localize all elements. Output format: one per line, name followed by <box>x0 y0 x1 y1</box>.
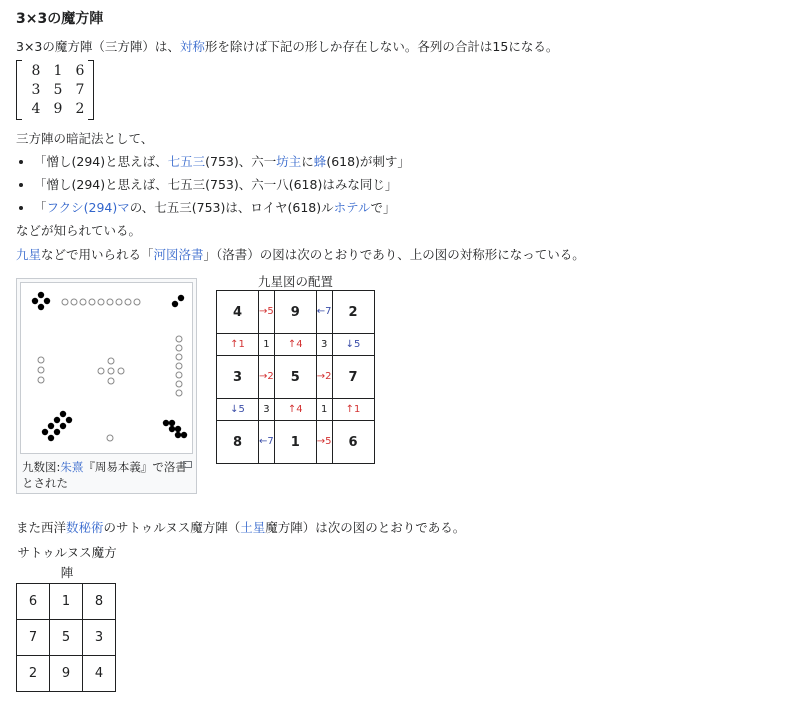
kyusei-arrow-cell: ↑4 <box>274 399 316 421</box>
kahen-paragraph: 九星などで用いられる「河図洛書」（洛書）の図は次のとおりであり、上の図の対称形になっている。 <box>16 247 585 262</box>
kyusei-cell: 4 <box>217 291 259 334</box>
kyusei-cell: 6 <box>332 421 374 464</box>
list-item: • 「憎し(294)と思えば、七五三(753)、六一八(618)はみな同じ」 <box>34 175 410 198</box>
kyusei-link[interactable]: 九星 <box>16 247 42 262</box>
section-heading: 3×3の魔方陣 <box>16 11 104 27</box>
saturn-cell: 2 <box>17 656 50 692</box>
known-text: などが知られている。 <box>16 223 142 238</box>
saturn-cell: 9 <box>50 656 83 692</box>
kato-rakusho-link[interactable]: 河図洛書 <box>153 247 204 262</box>
saturn-cell: 8 <box>83 584 116 620</box>
kyusei-cell: 1 <box>316 399 332 421</box>
matrix-cell: 6 <box>75 62 85 79</box>
saturn-cell: 6 <box>17 584 50 620</box>
kyusei-cell: 3 <box>316 334 332 356</box>
luoshu-figure <box>16 278 197 494</box>
list-item: • 「憎し(294)と思えば、七五三(753)、六一坊主に蜂(618)が刺す」 <box>34 152 410 175</box>
kyusei-cell: 1 <box>259 334 275 356</box>
kyusei-arrow-cell: ←7 <box>259 421 275 464</box>
kyusei-arrow-cell: →2 <box>316 356 332 399</box>
saturn-cell: 7 <box>17 620 50 656</box>
kyusei-arrow-cell: →5 <box>316 421 332 464</box>
kyusei-arrow-cell: ↑4 <box>274 334 316 356</box>
magnify-icon[interactable] <box>183 461 192 468</box>
saturn-table <box>16 583 116 692</box>
saturn-paragraph: また西洋数秘術のサトゥルヌス魔方陣（土星魔方陣）は次の図のとおりである。 <box>16 520 466 535</box>
figure-caption: 九数図:朱熹『周易本義』で洛書とされた <box>22 460 187 490</box>
kyusei-arrow-cell: ←7 <box>316 291 332 334</box>
kyusei-arrow-cell: ↓5 <box>332 334 374 356</box>
saturn-cell: 5 <box>50 620 83 656</box>
luoshu-diagram <box>21 283 192 453</box>
kyusei-cell: 8 <box>217 421 259 464</box>
hachi-link[interactable]: 蜂 <box>313 154 327 169</box>
kyusei-cell: 5 <box>274 356 316 399</box>
mnemonic-intro: 三方陣の暗記法として、 <box>16 131 154 146</box>
kyusei-arrow-cell: →2 <box>259 356 275 399</box>
matrix-cell: 7 <box>75 81 85 98</box>
luoshu-image[interactable] <box>20 282 193 454</box>
table-row <box>17 584 116 620</box>
kyusei-cell: 3 <box>259 399 275 421</box>
kyusei-arrow-cell: ↓5 <box>217 399 259 421</box>
matrix-cell: 9 <box>53 100 63 117</box>
matrix-cell: 2 <box>75 100 85 117</box>
table-row <box>17 620 116 656</box>
saturn-cell: 4 <box>83 656 116 692</box>
list-item: • 「フクシ(294)マの、七五三(753)は、ロイヤ(618)ルホテルで」 <box>34 198 410 221</box>
saturn-cell: 3 <box>83 620 116 656</box>
magic-square-matrix <box>14 58 96 124</box>
table-row <box>217 356 375 399</box>
table-row <box>217 399 375 421</box>
matrix-cell: 8 <box>31 62 41 79</box>
table-row <box>217 291 375 334</box>
shichigosan-link[interactable]: 七五三 <box>167 154 206 169</box>
kyusei-table-title: 九星図の配置 <box>258 274 334 289</box>
table-row <box>217 334 375 356</box>
kyusei-cell: 9 <box>274 291 316 334</box>
table-row <box>217 421 375 464</box>
intro-paragraph: 3×3の魔方陣（三方陣）は、対称形を除けば下記の形しか存在しない。各列の合計は15になる。 <box>16 39 559 54</box>
kyusei-table <box>216 290 375 464</box>
kyusei-cell: 2 <box>332 291 374 334</box>
fukushima-link[interactable]: フクシ(294)マ <box>46 200 130 215</box>
bozu-link[interactable]: 坊主 <box>276 154 302 169</box>
symmetry-link[interactable]: 対称 <box>179 39 205 54</box>
matrix-cell: 1 <box>53 62 63 79</box>
hotel-link[interactable]: ホテル <box>333 200 371 215</box>
zhu-xi-link[interactable]: 朱熹 <box>60 460 84 474</box>
kyusei-arrow-cell: ↑1 <box>332 399 374 421</box>
saturn-table-title: サトゥルヌス魔方陣 <box>17 545 117 580</box>
numerology-link[interactable]: 数秘術 <box>66 520 104 535</box>
saturn-link[interactable]: 土星 <box>240 520 266 535</box>
kyusei-arrow-cell: ↑1 <box>217 334 259 356</box>
table-row <box>17 656 116 692</box>
kyusei-cell: 7 <box>332 356 374 399</box>
matrix-cell: 4 <box>31 100 41 117</box>
mnemonic-list <box>14 152 410 221</box>
matrix-cell: 5 <box>53 81 63 98</box>
kyusei-cell: 1 <box>274 421 316 464</box>
saturn-cell: 1 <box>50 584 83 620</box>
left-bracket <box>16 60 22 120</box>
matrix-cell: 3 <box>31 81 41 98</box>
kyusei-arrow-cell: →5 <box>259 291 275 334</box>
kyusei-cell: 3 <box>217 356 259 399</box>
